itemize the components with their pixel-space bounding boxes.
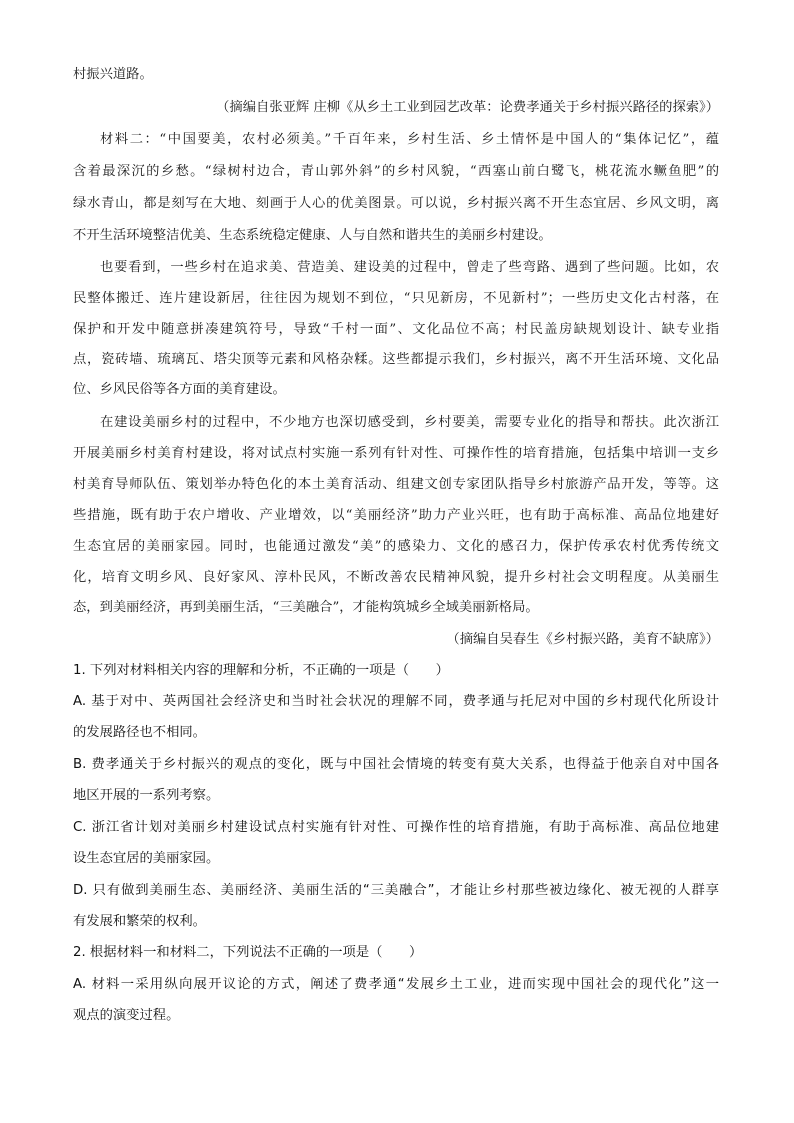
source-citation: （摘编自张亚辉 庄柳《从乡土工业到园艺改革：论费孝通关于乡村振兴路径的探索》） (216, 100, 719, 115)
source-citation: （摘编自吴春生《乡村振兴路，美育不缺席》） (446, 632, 719, 647)
passage-line: 村振兴道路。 (73, 67, 153, 82)
option-b: B. 费孝通关于乡村振兴的观点的变化，既与中国社会情境的转变有莫大关系，也得益于他亲自对中国各 (73, 757, 719, 772)
question-stem: 2. 根据材料一和材料二，下列说法不正确的一项是（ ） (73, 945, 423, 960)
passage-line: 也要看到，一些乡村在追求美、营造美、建设美的过程中，曾走了些弯路、遇到了些问题。比如，农 (100, 260, 719, 275)
option-a: A. 材料一采用纵向展开议论的方式，阐述了费孝通“发展乡土工业，进而实现中国社会的现代化”这一 (73, 977, 719, 992)
passage-line: 化，培育文明乡风、良好家风、淳朴民风，不断改善农民精神风貌，提升乡村社会文明程度。从美丽生 (73, 570, 719, 585)
passage-line: 点，瓷砖墙、琉璃瓦、塔尖顶等元素和风格杂糅。这些都提示我们，乡村振兴，离不开生活环境、文化品 (73, 352, 719, 367)
passage-line: 民整体搬迁、连片建设新居，往往因为规划不到位，“只见新房，不见新村”；一些历史文化古村落，在 (73, 291, 719, 306)
passage-line: 材料二：“中国要美，农村必须美。”千百年来，乡村生活、乡土情怀是中国人的“集体记忆”，蕴 (100, 132, 719, 147)
passage-line: 开展美丽乡村美育村建设，将对试点村实施一系列有针对性、可操作性的培育措施，包括集中培训一支乡 (73, 446, 719, 461)
passage-line: 不开生活环境整洁优美、生态系统稳定健康、人与自然和谐共生的美丽乡村建设。 (73, 228, 552, 243)
passage-line: 在建设美丽乡村的过程中，不少地方也深切感受到，乡村要美，需要专业化的指导和帮扶。此次浙江 (100, 415, 719, 430)
option-a-cont: 观点的演变过程。 (73, 1008, 180, 1023)
passage-line: 绿水青山，都是刻写在大地、刻画于人心的优美图景。可以说，乡村振兴离不开生态宜居、乡风文明，离 (73, 196, 719, 211)
option-d-cont: 有发展和繁荣的权利。 (73, 914, 206, 929)
passage-line: 含着最深沉的乡愁。“绿树村边合，青山郭外斜”的乡村风貌，“西塞山前白鹭飞，桃花流水鳜鱼肥”的 (73, 164, 719, 179)
passage-line: 位、乡风民俗等各方面的美育建设。 (73, 382, 286, 397)
passage-line: 态，到美丽经济，再到美丽生活，“三美融合”，才能构筑城乡全域美丽新格局。 (73, 600, 539, 615)
passage-line: 生态宜居的美丽家园。同时，也能通过激发“美”的感染力、文化的感召力，保护传承农村优秀传统文 (73, 539, 719, 554)
option-c: C. 浙江省计划对美丽乡村建设试点村实施有针对性、可操作性的培育措施，有助于高标准、高品位地建 (73, 820, 719, 835)
question-stem: 1. 下列对材料相关内容的理解和分析，不正确的一项是（ ） (73, 663, 449, 678)
option-a: A. 基于对中、英两国社会经济史和当时社会状况的理解不同，费孝通与托尼对中国的乡村现代化所设计 (73, 694, 719, 709)
passage-line: 村美育导师队伍、策划举办特色化的本土美育活动、组建文创专家团队指导乡村旅游产品开发，等等。这 (73, 477, 719, 492)
option-a-cont: 的发展路径也不相同。 (73, 725, 206, 740)
passage-line: 保护和开发中随意拼凑建筑符号，导致“千村一面”、文化品位不高；村民盖房缺规划设计、缺专业指 (73, 322, 719, 337)
option-b-cont: 地区开展的一系列考察。 (73, 788, 220, 803)
passage-line: 些措施，既有助于农户增收、产业增效，以“美丽经济”助力产业兴旺，也有助于高标准、高品位地建好 (73, 508, 719, 523)
option-c-cont: 设生态宜居的美丽家园。 (73, 851, 220, 866)
option-d: D. 只有做到美丽生态、美丽经济、美丽生活的“三美融合”，才能让乡村那些被边缘化、被无视的人群享 (73, 883, 719, 898)
